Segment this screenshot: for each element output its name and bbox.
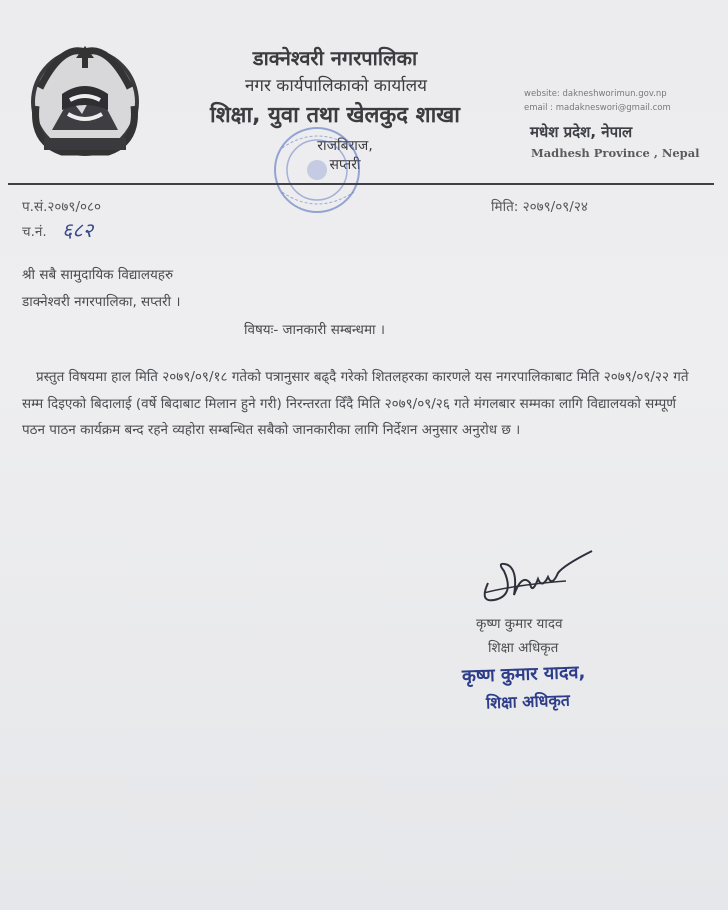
reference-number: प.सं.२०७९/०८० [22,199,102,215]
dispatch-number: ६८२ [62,218,94,242]
website-text: website: dakneshworimun.gov.np [524,89,667,99]
office-name: नगर कार्यपालिकाको कार्यालय [244,76,428,96]
handwritten-signature [474,543,604,613]
letter-body: प्रस्तुत विषयमा हाल मिति २०७९/०९/१८ गतेको पत्रानुसार बढ्दै गरेको शितलहरका कारणले यस नगरपालिकाबाट मिति २०७९/०९/२२ गते सम्म दिइएको बिदालाई (वर्षे बिदाबाट मिलान हुने गरी) निरन्तरता दिँदै मिति २०७९/०९/२६ गते मंगलबार सम्मका लागि विद्यालयको सम्पूर्ण पठन पाठन कार्यक्रम बन्द रहने व्यहोरा सम्बन्धित सबैको जानकारीका लागि निर्देशन अनुसार अनुरोध छ । [22,369,689,438]
dispatch-label: च.नं. [22,224,47,240]
signatory-name: कृष्ण कुमार यादव [476,616,563,632]
office-location: राजबिराज, सप्तरी [317,138,373,173]
name-stamp: कृष्ण कुमार यादव, [461,661,586,688]
signatory-title: शिक्षा अधिकृत [488,640,559,656]
letter-date: मिति: २०७९/०९/२४ [491,199,588,215]
province-english: Madhesh Province , Nepal [531,146,700,160]
province-nepali: मधेश प्रदेश, नेपाल [530,123,633,141]
subject-line: विषयः- जानकारी सम्बन्धमा । [244,322,385,338]
recipient-line-1: श्री सबै सामुदायिक विद्यालयहरु [22,267,174,283]
header-divider [8,183,714,185]
recipient-line-2: डाक्नेश्वरी नगरपालिका, सप्तरी । [22,294,181,310]
nepal-emblem-icon [22,38,148,162]
email-text: email : madakneswori@gmail.com [524,103,671,113]
section-name: शिक्षा, युवा तथा खेलकुद शाखा [210,103,460,128]
title-stamp: शिक्षा अधिकृत [485,690,571,713]
municipality-name: डाक्नेश्वरी नगरपालिका [252,46,418,70]
office-seal-stamp [262,118,372,222]
